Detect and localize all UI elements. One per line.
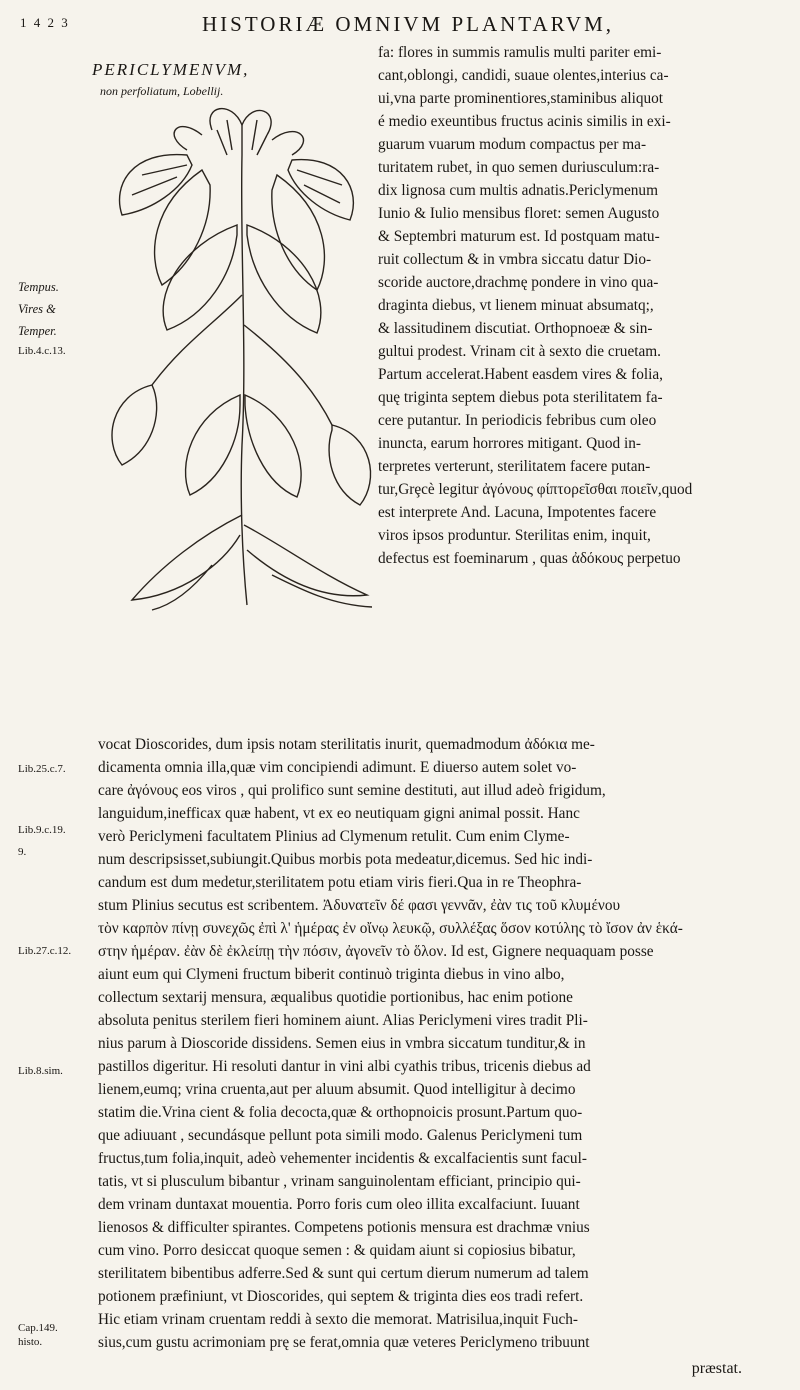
text-line: vocat Dioscorides, dum ipsis notam sterilitatis inurit, quemadmodum ἀδόκια me-: [98, 736, 595, 753]
catchword: præstat.: [691, 1360, 742, 1377]
text-line: defectus est foeminarum , quas ἀδόκους perpetuo: [378, 550, 681, 567]
text-line: Hic etiam vrinam cruentam reddi à sexto die memorat. Matrisilua,inquit Fuch-: [98, 1311, 579, 1328]
text-line: cere putantur. In periodicis febribus cum oleo: [378, 412, 657, 429]
text-line: Iunio & Iulio mensibus floret: semen Augusto: [378, 205, 660, 222]
figure-caption-title: PERICLYMENVM,: [92, 60, 250, 79]
text-line: num descripsisset,subiungit.Quibus morbis pota medeatur,dicemus. Sed hic indi-: [98, 851, 593, 868]
text-line: que adiuuant , secundásque pellunt pota simili modo. Galenus Periclymeni tum: [98, 1127, 583, 1144]
margin-ref-lib27: Lib.27.c.12.: [18, 945, 72, 957]
text-line: tatis, vt si plusculum bibantur , vrinam sanguinolentam efficiant, principio qui-: [98, 1173, 581, 1190]
text-line: candum est dum medetur,sterilitatem potu etiam viris fieri.Qua in re Theophra-: [98, 874, 582, 891]
margin-ref-lib25: Lib.25.c.7.: [18, 763, 66, 775]
text-line: potionem præfiniunt, vt Dioscorides, qui septem & triginta dies eos tradi refert.: [98, 1288, 584, 1305]
text-line: & Septembri maturum est. Id postquam matu-: [378, 228, 660, 245]
margin-note-tempus: Tempus.: [18, 280, 59, 294]
text-line: lienosos & difficulter spirantes. Competens potionis mensura est drachmæ vnius: [98, 1219, 590, 1236]
margin-ref-lib4: Lib.4.c.13.: [18, 345, 66, 357]
text-line: viros ipsos produntur. Sterilitas enim, inquit,: [378, 527, 651, 544]
text-line: gultui prodest. Vrinam cit à sexto die cruetam.: [378, 343, 661, 360]
text-line: στην ἡμέραν. ἐὰν δὲ ἐκλείπῃ τὴν πόσιν, ἀγονεῖν τὸ ὅλον. Id est, Gignere nequaquam posse: [98, 943, 654, 960]
text-line: scoride auctore,drachmę pondere in vino qua-: [378, 274, 659, 291]
text-line: Partum accelerat.Habent easdem vires & folia,: [378, 366, 663, 383]
text-line: é medio exeuntibus fructus acinis similis in exi-: [378, 113, 671, 130]
margin-ref-cap149: Cap.149.: [18, 1322, 58, 1334]
text-line: dicamenta omnia illa,quæ vim concipiendi adimunt. E diuerso autem solet vo-: [98, 759, 577, 776]
text-line: lienem,eumq; vrina cruenta,aut per aluum absumit. Quod intelligitur à decimo: [98, 1081, 576, 1098]
text-line: dix lignosa cum multis adnatis.Periclymenum: [378, 182, 658, 199]
woodcut-illustration: [92, 95, 382, 615]
text-line: statim die.Vrina cient & folia decocta,quæ & orthopnoicis prosunt.Partum quo-: [98, 1104, 583, 1121]
text-line: τὸν καρπὸν πίνῃ συνεχῶς ἐπὶ λ' ἡμέρας ἐν οἴνῳ λευκῷ, συλλέξας ὅσον κοτύλης τὸ ἴσον ἀν ἑκά-: [98, 920, 683, 937]
text-line: ruit collectum & in vmbra siccatu datur Dio-: [378, 251, 652, 268]
text-line: care ἀγόνους eos viros , qui prolifico sunt semine destituti, aut illud adeò frigidum,: [98, 782, 606, 799]
text-line: turitatem rubet, in quo semen duriusculum:ra-: [378, 159, 660, 176]
text-line: verò Periclymeni facultatem Plinius ad Clymenum retulit. Cum enim Clyme-: [98, 828, 570, 845]
text-line: ui,vna parte prominentiores,staminibus aliquot: [378, 90, 664, 107]
text-line: sterilitatem bibentibus adferre.Sed & sunt qui certum dierum numerum ad talem: [98, 1265, 589, 1282]
text-line: stum Plinius secutus est scribentem. Ἀδυνατεῖν δέ φασι γεννᾶν, ἐὰν τις τοῦ κλυμένου: [98, 897, 621, 914]
text-line: quę triginta septem diebus pota sterilitatem fa-: [378, 389, 663, 406]
page-number: 1 4 2 3: [20, 15, 70, 30]
text-line: guarum vuarum modum compactus per ma-: [378, 136, 647, 153]
margin-ref-p9: 9.: [18, 846, 27, 858]
text-line: draginta diebus, vt lienem minuat absumatq;,: [378, 297, 654, 314]
text-line: languidum,inefficax quæ habent, vt ex eo neutiquam gigni animal possit. Hanc: [98, 805, 580, 822]
text-line: est interprete And. Lacuna, Impotentes facere: [378, 504, 657, 521]
margin-ref-histo: histo.: [18, 1336, 43, 1348]
plant-woodcut: [112, 109, 372, 610]
text-line: absoluta penitus sterilem fieri hominem aiunt. Alias Periclymeni vires tradit Pli-: [98, 1012, 588, 1029]
text-line: terpretes verterunt, sterilitatem facere putan-: [378, 458, 651, 475]
text-line: fa: flores in summis ramulis multi pariter emi-: [378, 44, 662, 61]
margin-ref-lib8: Lib.8.sim.: [18, 1065, 63, 1077]
margin-ref-lib9: Lib.9.c.19.: [18, 824, 66, 836]
text-line: collectum sextarij mensura, æqualibus quotidie portionibus, hac enim potione: [98, 989, 573, 1006]
text-line: pastillos digeritur. Hi resoluti dantur in vini albi cyathis tribus, tricenis diebus ad: [98, 1058, 591, 1075]
text-line: dem vrinam duntaxat mouentia. Porro foris cum oleo illita excalfaciunt. Iuuant: [98, 1196, 580, 1213]
text-line: & lassitudinem discutiat. Orthopnoeæ & sin-: [378, 320, 653, 337]
text-line: cant,oblongi, candidi, suaue olentes,interius ca-: [378, 67, 669, 84]
text-line: nius parum à Dioscoride dissidens. Semen eius in vmbra siccatum tunditur,& in: [98, 1035, 586, 1052]
text-line: aiunt eum qui Clymeni fructum biberit continuò triginta diebus in vino albo,: [98, 966, 565, 983]
text-line: cum vino. Porro desiccat quoque semen : & quidam aiunt si copiosius bibatur,: [98, 1242, 576, 1259]
margin-note-temper: Temper.: [18, 324, 57, 338]
text-line: tur,Grȩcè legitur ἀγόνους φίπτορεῖσθαι ποιεῖν,quod: [378, 481, 693, 498]
text-line: inuncta, earum horrores mitigant. Quod in-: [378, 435, 641, 452]
text-line: fructus,tum folia,inquit, adeò vehementer incidentis & excalfacientis sunt facul-: [98, 1150, 587, 1167]
figure-caption-subtitle: non perfoliatum, Lobellij.: [100, 84, 224, 98]
text-line: sius,cum gustu acrimoniam prę se ferat,omnia quæ veteres Periclymeno tribuunt: [98, 1334, 590, 1351]
page-header: [20, 12, 780, 38]
running-title: HISTORIÆ OMNIVM PLANTARVM,: [202, 12, 615, 36]
margin-note-vires: Vires &: [18, 302, 56, 316]
